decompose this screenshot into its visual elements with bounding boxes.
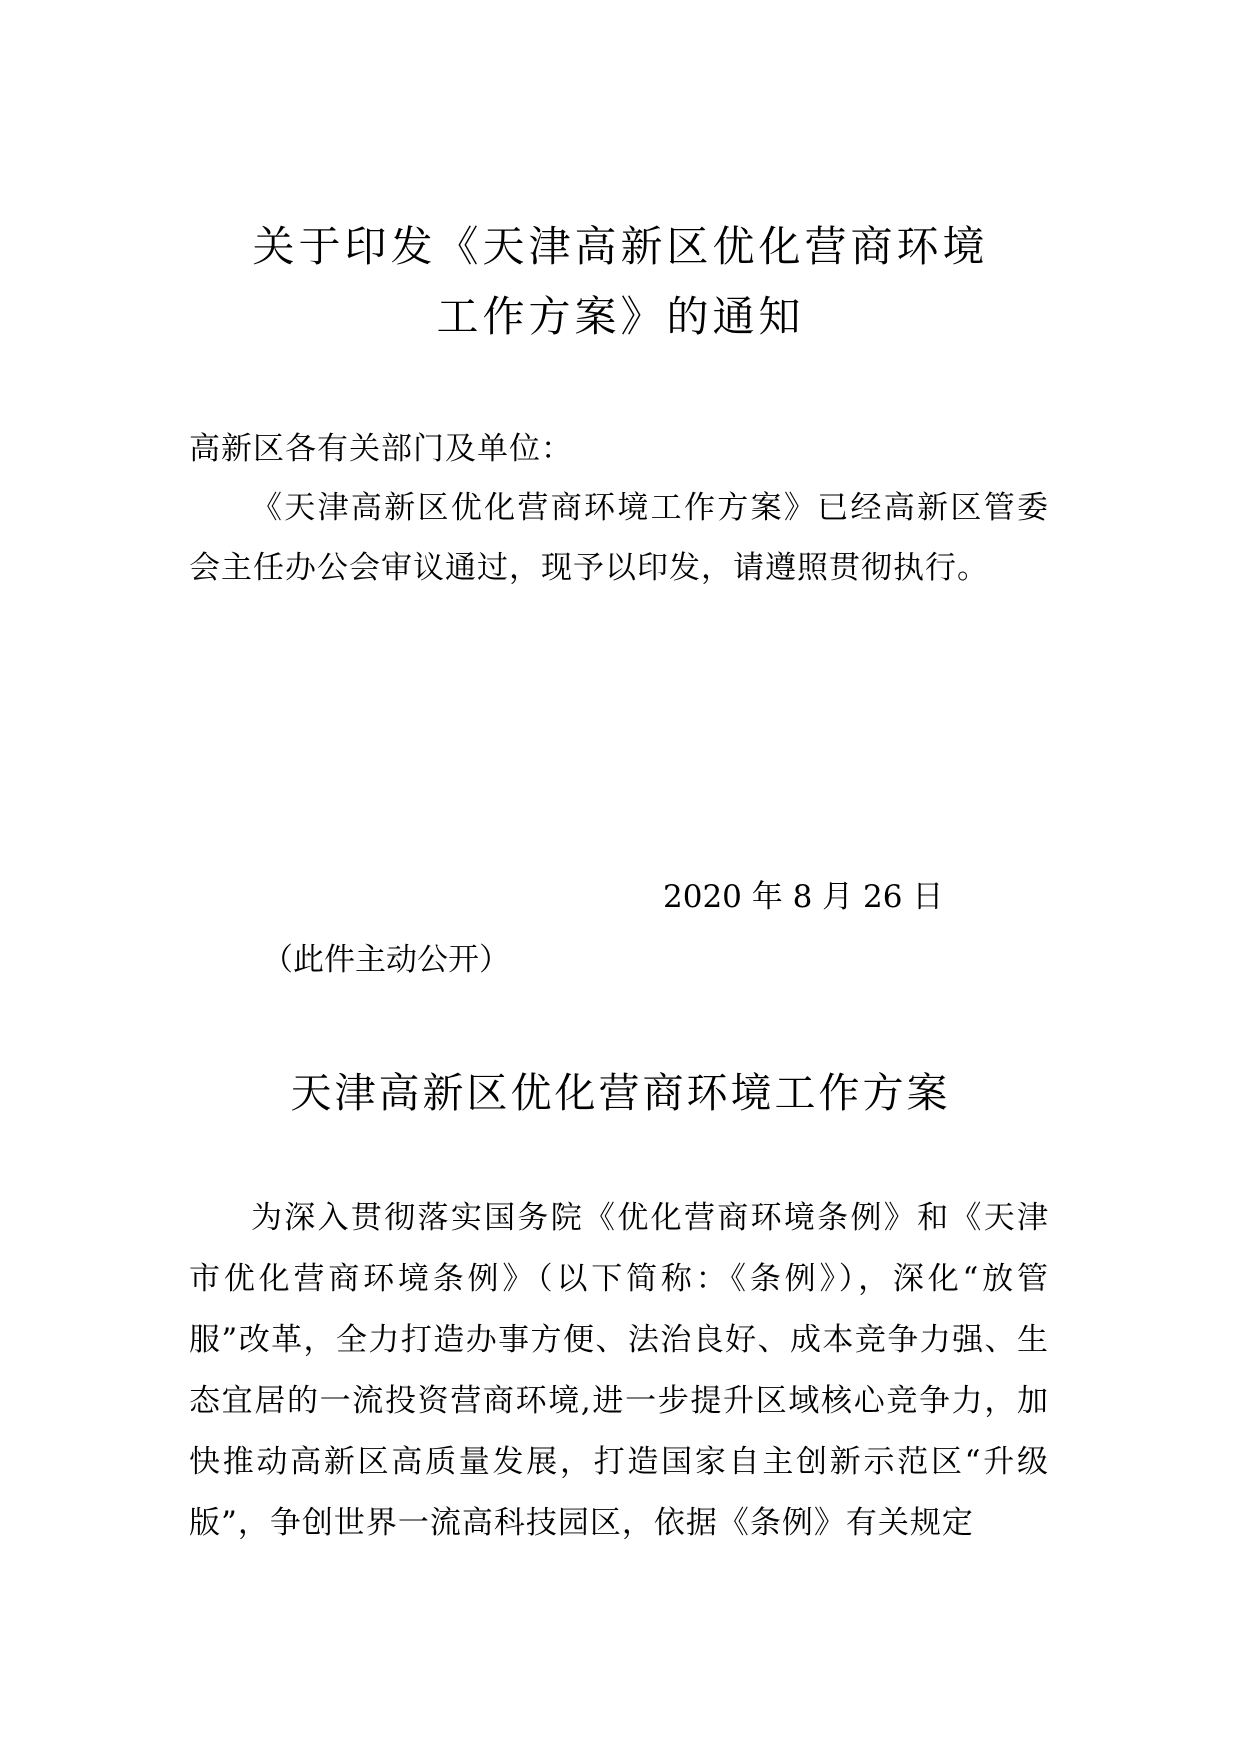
plan-intro-paragraph: 为深入贯彻落实国务院《优化营商环境条例》和《天津市优化营商环境条例》（以下简称：《条例》），深化“放管服”改革，全力打造办事方便、法治良好、成本竞争力强、生态宜居的一流投资营商环境,进一步提升区域核心竞争力，加快推动高新区高质量发展，打造国家自主创新示范区“升级版”，争创世界一流高科技园区，依据《条例》有关规定 [189,1200,1049,1541]
notice-title-line-2: 工作方案》的通知 [436,292,805,341]
plan-title: 天津高新区优化营商环境工作方案 [290,1069,951,1117]
notice-addressee: 高新区各有关部门及单位： [189,431,573,467]
notice-date: 2020 年 8 月 26 日 [663,879,944,915]
notice-body-paragraph: 《天津高新区优化营商环境工作方案》已经高新区管委会主任办公会审议通过，现予以印发，请遵照贯彻执行。 [189,490,1049,586]
notice-title-line-1: 关于印发《天津高新区优化营商环境 [252,222,989,271]
publicity-note: （此件主动公开） [262,942,510,978]
